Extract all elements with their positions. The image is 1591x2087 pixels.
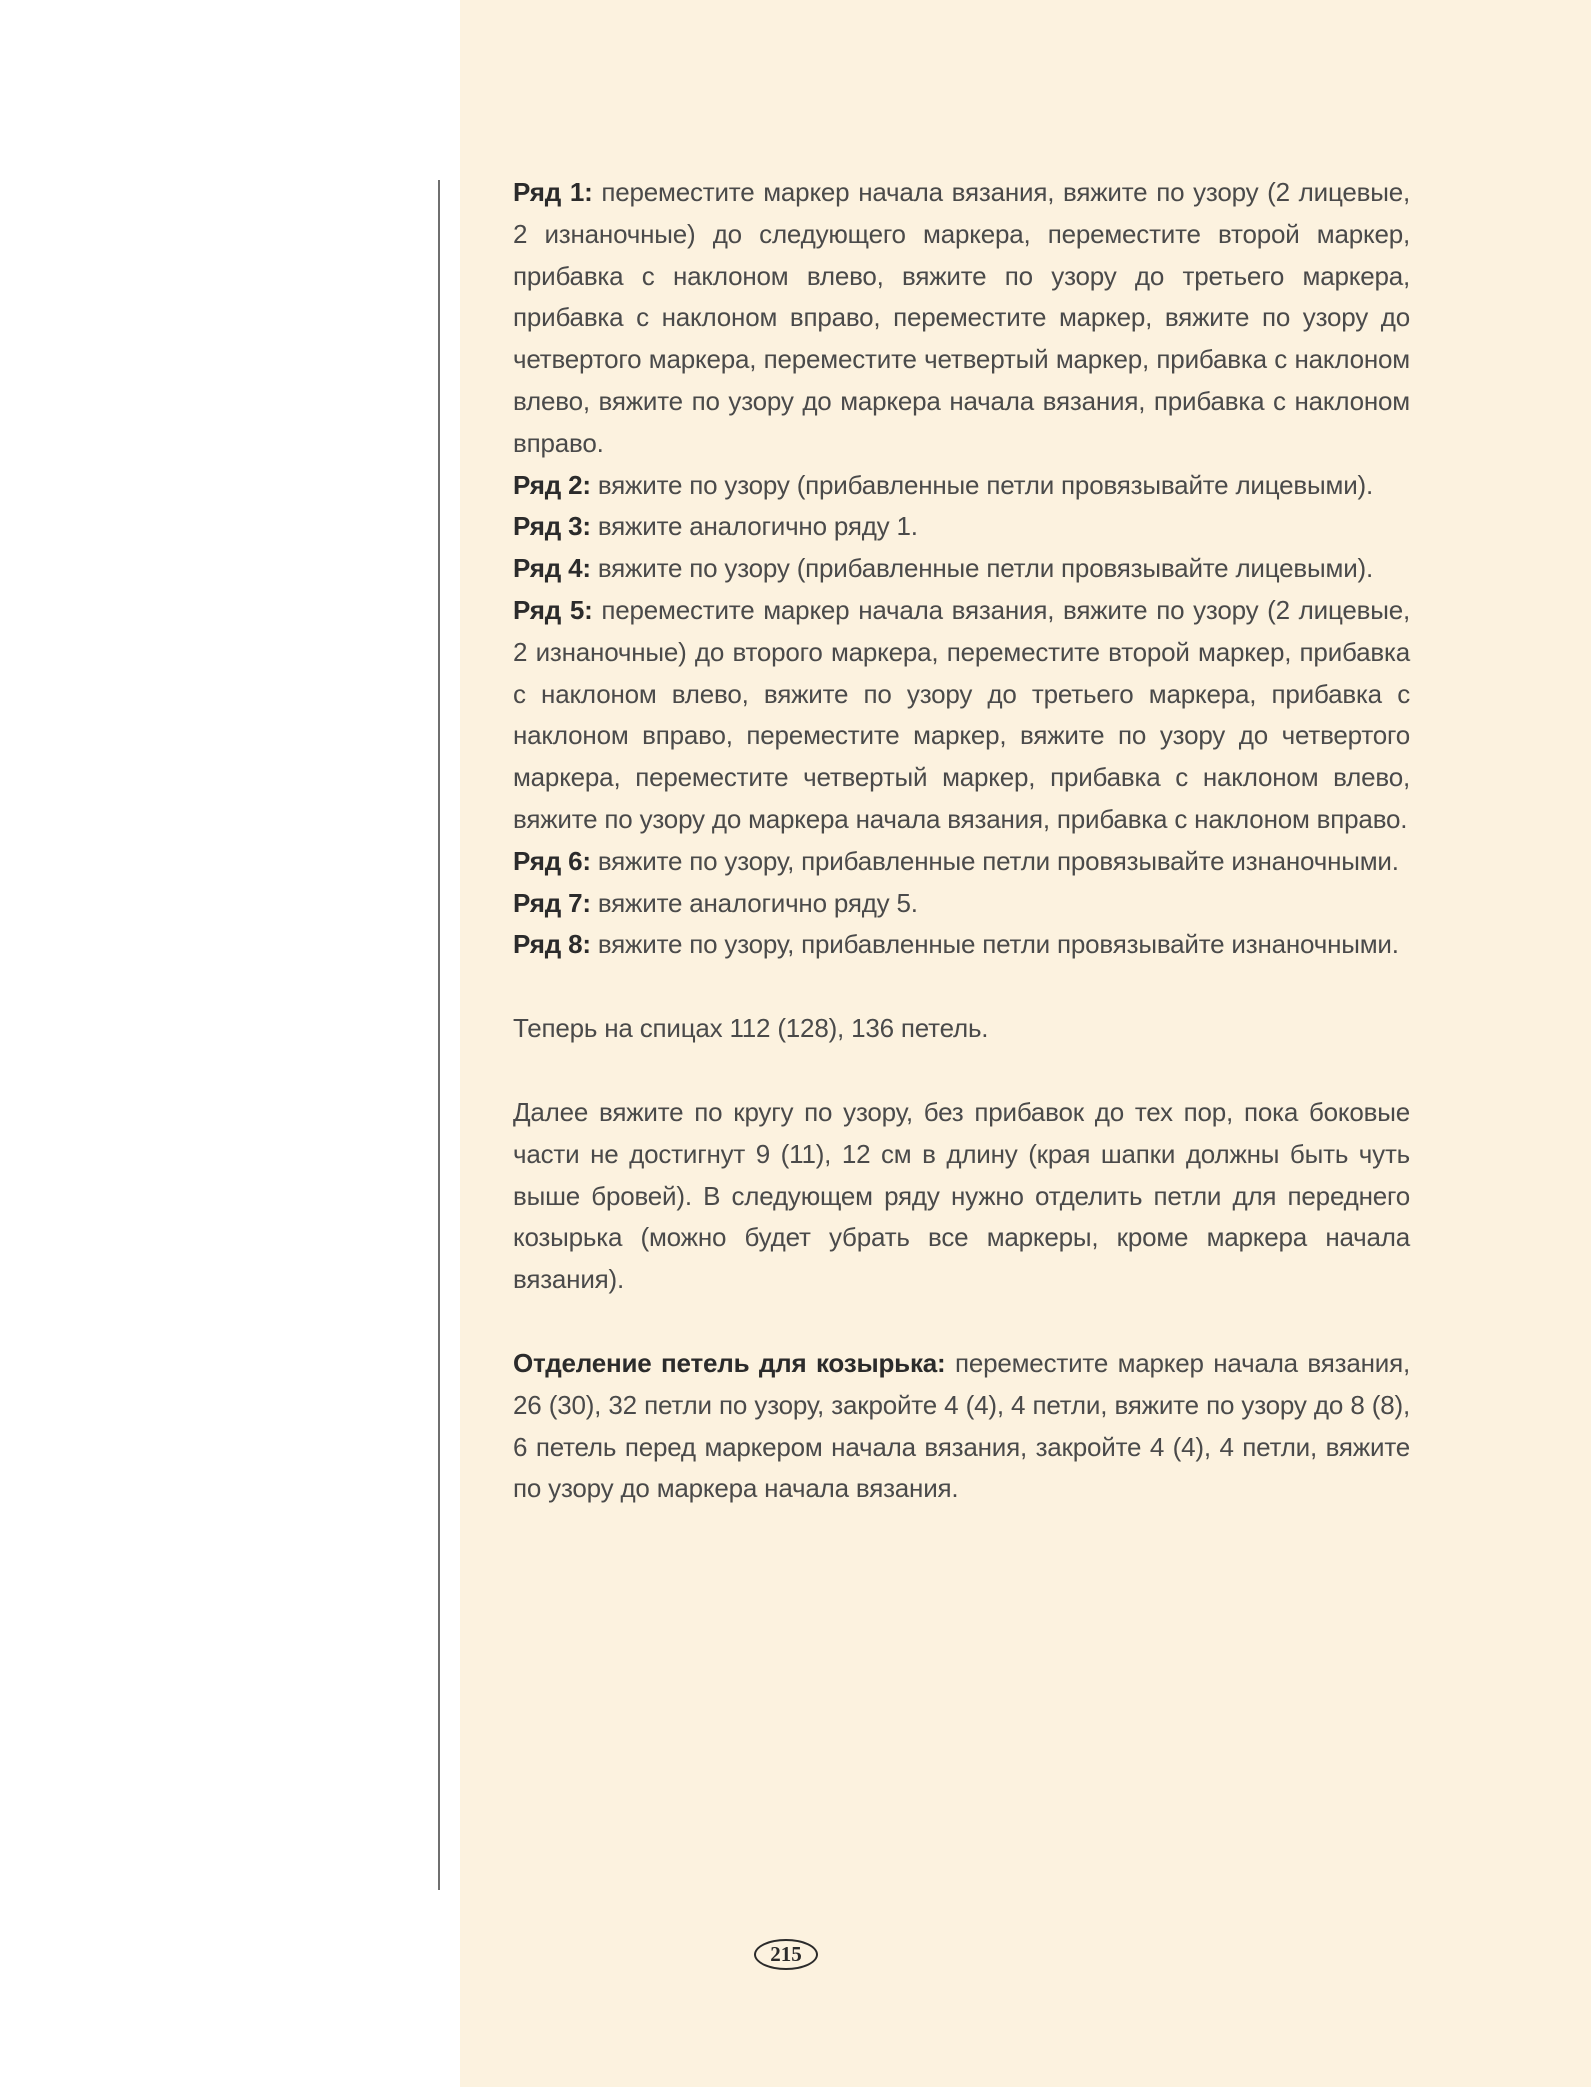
paragraph-gap bbox=[513, 966, 1410, 1008]
row-7-label: Ряд 7: bbox=[513, 887, 591, 918]
row-8-text: вяжите по узору, прибавленные петли провязывайте изнаночными. bbox=[590, 929, 1399, 960]
paragraph-gap bbox=[513, 1301, 1410, 1343]
margin-rule bbox=[438, 180, 440, 1890]
row-4-label: Ряд 4: bbox=[513, 553, 591, 584]
row-7 bbox=[513, 883, 1410, 925]
row-5-text: переместите маркер начала вязания, вяжите по узору (2 лицевые, 2 изнаночные) до второго маркера, переместите второй маркер, прибавка с наклоном влево, вяжите по узору до третьего маркера, прибавка с наклоном вправо, переместите маркер, вяжите по узору до четвертого маркера, переместите четвертый маркер, прибавка с наклоном влево, вяжите по узору до маркера начала вязания, прибавка с наклоном вправо. bbox=[513, 594, 1410, 834]
visor-label: Отделение петель для козырька: bbox=[513, 1347, 946, 1378]
row-6 bbox=[513, 841, 1410, 883]
row-5-label: Ряд 5: bbox=[513, 594, 593, 625]
row-3 bbox=[513, 506, 1410, 548]
row-8-label: Ряд 8: bbox=[513, 929, 591, 960]
row-6-text: вяжите по узору, прибавленные петли провязывайте изнаночными. bbox=[590, 845, 1399, 876]
visor-text: переместите маркер начала вязания, 26 (30), 32 петли по узору, закройте 4 (4), 4 петли, вяжите по узору до 8 (8), 6 петель перед маркером начала вязания, закройте 4 (4), 4 петли, вяжите по узору до маркера начала вязания. bbox=[513, 1347, 1410, 1504]
row-5 bbox=[513, 590, 1410, 841]
row-3-label: Ряд 3: bbox=[513, 511, 591, 542]
row-2-label: Ряд 2: bbox=[513, 469, 591, 500]
visor-paragraph bbox=[513, 1343, 1410, 1510]
paragraph-gap bbox=[513, 1050, 1410, 1092]
row-2 bbox=[513, 465, 1410, 507]
row-7-text: вяжите аналогично ряду 5. bbox=[590, 887, 918, 918]
row-2-text: вяжите по узору (прибавленные петли провязывайте лицевыми). bbox=[590, 469, 1373, 500]
row-4-text: вяжите по узору (прибавленные петли провязывайте лицевыми). bbox=[590, 553, 1373, 584]
stitch-count-paragraph: Теперь на спицах 112 (128), 136 петель. bbox=[513, 1013, 989, 1044]
row-1-text: переместите маркер начала вязания, вяжите по узору (2 лицевые, 2 изнаночные) до следующего маркера, переместите второй маркер, прибавка с наклоном влево, вяжите по узору до третьего маркера, прибавка с наклоном вправо, переместите маркер, вяжите по узору до четвертого маркера, переместите четвертый маркер, прибавка с наклоном влево, вяжите по узору до маркера начала вязания, прибавка с наклоном вправо. bbox=[513, 177, 1410, 458]
row-4 bbox=[513, 548, 1410, 590]
continue-paragraph: Далее вяжите по кругу по узору, без прибавок до тех пор, пока боковые части не достигнут 9 (11), 12 см в длину (края шапки должны быть чуть выше бровей). В следующем ряду нужно отделить петли для переднего козырька (можно будет убрать все маркеры, кроме маркера начала вязания). bbox=[513, 1096, 1410, 1295]
row-1 bbox=[513, 172, 1410, 465]
page-number: 215 bbox=[754, 1939, 818, 1970]
row-8 bbox=[513, 924, 1410, 966]
row-1-label: Ряд 1: bbox=[513, 177, 593, 207]
left-margin bbox=[0, 0, 460, 2087]
row-3-text: вяжите аналогично ряду 1. bbox=[590, 511, 918, 542]
row-6-label: Ряд 6: bbox=[513, 845, 591, 876]
instructions-text bbox=[513, 172, 1410, 1510]
